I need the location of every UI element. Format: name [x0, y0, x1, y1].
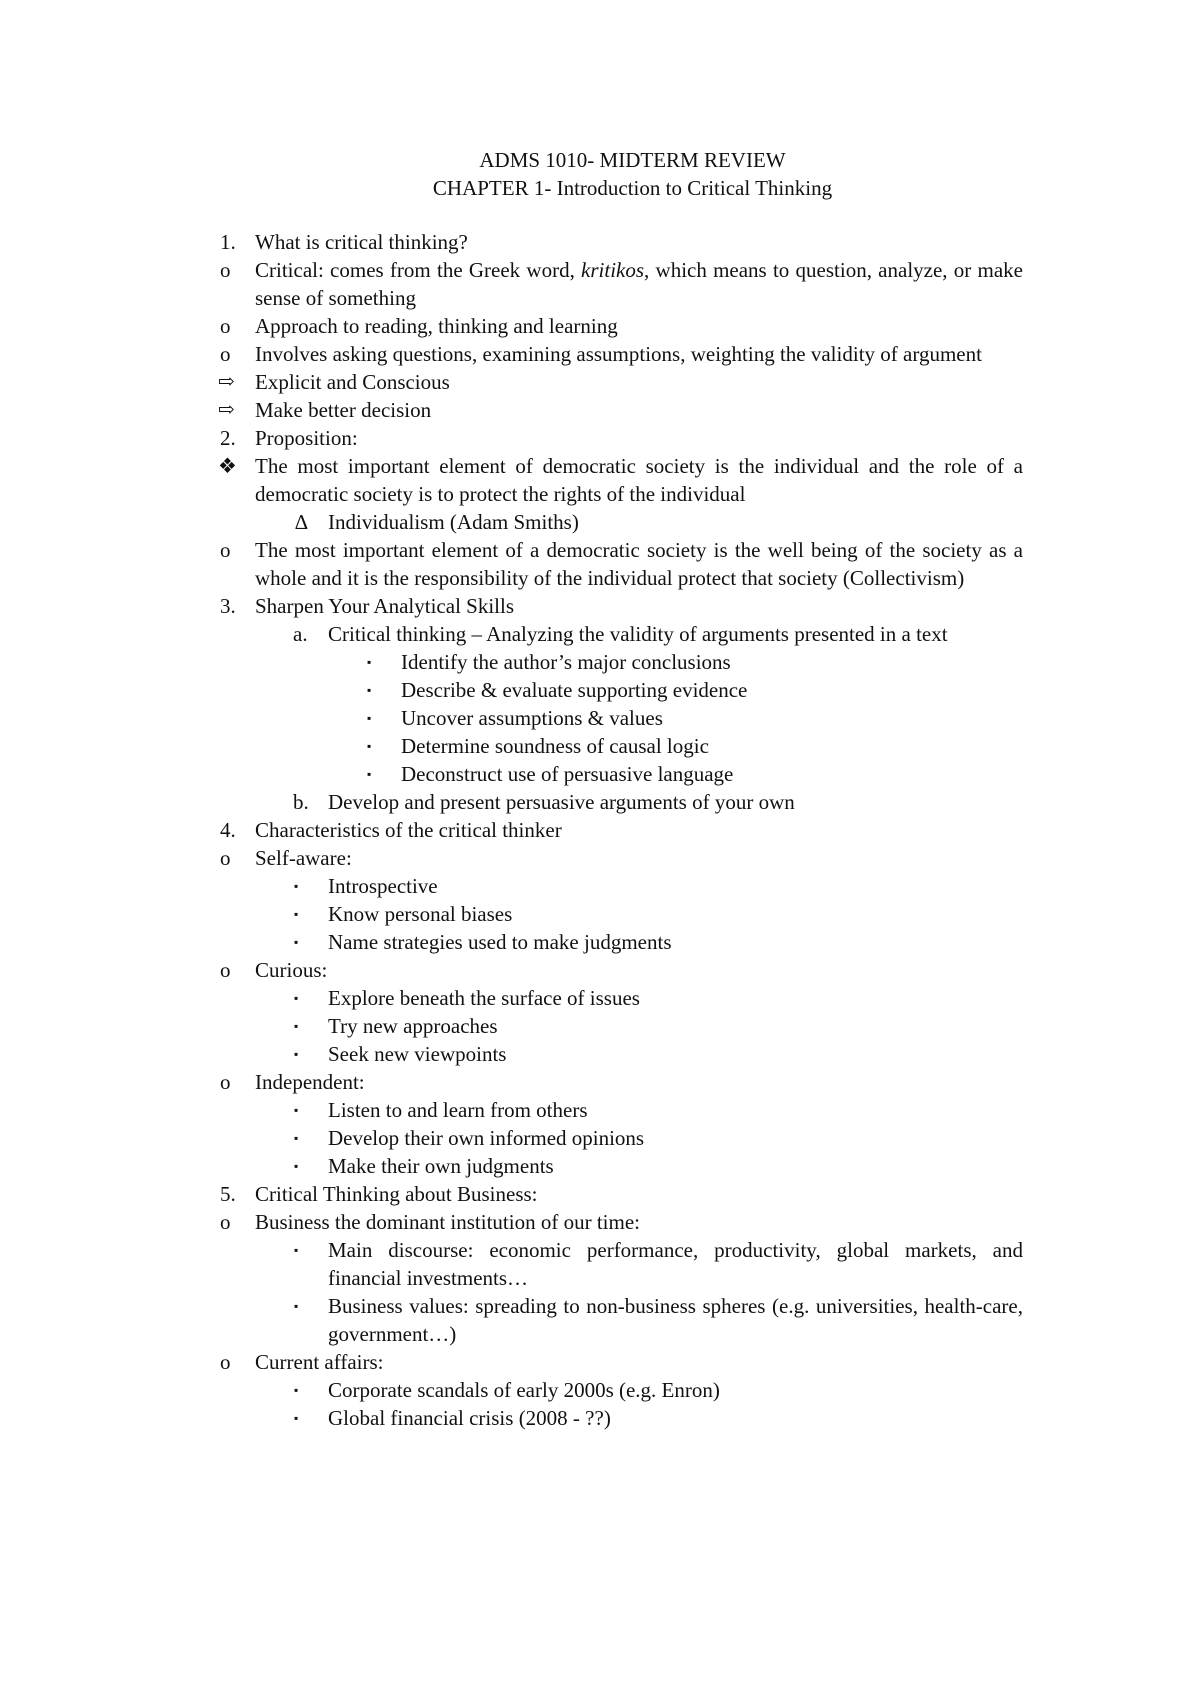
outline-item: [0, 1012, 1200, 1040]
outline-item: [0, 368, 1200, 396]
item-text: Develop and present persuasive arguments of your own: [328, 790, 795, 814]
square-bullet-icon: ▪: [367, 655, 372, 669]
square-bullet-icon: ▪: [294, 991, 299, 1005]
outline-item: [0, 732, 1200, 760]
text-part: , which means to question, analyze, or make sense of something: [255, 258, 1023, 310]
item-text: Describe & evaluate supporting evidence: [401, 678, 748, 702]
square-bullet-icon: ▪: [367, 683, 372, 697]
outline-item: [0, 1208, 1200, 1236]
item-text: Individualism (Adam Smiths): [328, 510, 579, 534]
item-text: Proposition:: [255, 426, 358, 450]
outline-item: [0, 676, 1200, 704]
number-marker: 4.: [220, 818, 236, 842]
item-text: Deconstruct use of persuasive language: [401, 762, 734, 786]
hollow-bullet-icon: o: [220, 1210, 231, 1234]
outline-item: [0, 1292, 1200, 1348]
square-bullet-icon: ▪: [367, 767, 372, 781]
square-bullet-icon: ▪: [294, 1103, 299, 1117]
hollow-bullet-icon: o: [220, 342, 231, 366]
item-text: [255, 256, 1023, 312]
outline-item: [0, 844, 1200, 872]
outline-item: [0, 928, 1200, 956]
outline-item: [0, 760, 1200, 788]
outline-item: [0, 620, 1200, 648]
item-text: Seek new viewpoints: [328, 1042, 507, 1066]
outline-item: [0, 816, 1200, 844]
item-text: The most important element of democratic society is the individual and the role of a democratic society is to protect the rights of the individual: [255, 454, 1023, 506]
outline-item: [0, 1040, 1200, 1068]
item-text: Identify the author’s major conclusions: [401, 650, 731, 674]
hollow-bullet-icon: o: [220, 958, 231, 982]
outline-item: [0, 424, 1200, 452]
square-bullet-icon: ▪: [294, 1243, 299, 1257]
arrow-bullet-icon: ⇨: [218, 371, 235, 393]
item-text: Make better decision: [255, 398, 432, 422]
outline-item: [0, 1096, 1200, 1124]
item-text: The most important element of a democratic society is the well being of the society as a whole and it is the responsibility of the individual protect that society (Collectivism): [255, 538, 1023, 590]
item-text: Main discourse: economic performance, productivity, global markets, and financial investments…: [328, 1238, 1023, 1290]
text-part: Critical: comes from the Greek word,: [255, 258, 582, 282]
outline-item: [0, 1068, 1200, 1096]
outline-item: [0, 256, 1200, 312]
item-text: Critical thinking – Analyzing the validity of arguments presented in a text: [328, 622, 948, 646]
item-text: Sharpen Your Analytical Skills: [255, 594, 515, 618]
square-bullet-icon: ▪: [294, 1019, 299, 1033]
number-marker: 5.: [220, 1182, 236, 1206]
hollow-bullet-icon: o: [220, 538, 231, 562]
italic-term: kritikos: [581, 258, 645, 282]
item-text: Name strategies used to make judgments: [328, 930, 672, 954]
item-text: Develop their own informed opinions: [328, 1126, 645, 1150]
outline-item: [0, 1152, 1200, 1180]
letter-marker: a.: [293, 622, 308, 646]
item-text: Global financial crisis (2008 - ??): [328, 1406, 611, 1430]
item-text: Involves asking questions, examining assumptions, weighting the validity of argument: [255, 342, 982, 366]
item-text: Independent:: [255, 1070, 365, 1094]
outline-item: [0, 1180, 1200, 1208]
hollow-bullet-icon: o: [220, 1350, 231, 1374]
item-text: Current affairs:: [255, 1350, 384, 1374]
outline-item: [0, 704, 1200, 732]
item-text: Explore beneath the surface of issues: [328, 986, 640, 1010]
item-text: Determine soundness of causal logic: [401, 734, 709, 758]
number-marker: 1.: [220, 230, 236, 254]
item-text: Corporate scandals of early 2000s (e.g. Enron): [328, 1378, 720, 1402]
hollow-bullet-icon: o: [220, 1070, 231, 1094]
outline-item: [0, 1348, 1200, 1376]
square-bullet-icon: ▪: [294, 1411, 299, 1425]
item-text: Business the dominant institution of our time:: [255, 1210, 640, 1234]
item-text: Business values: spreading to non-business spheres (e.g. universities, health-care, government…): [328, 1294, 1023, 1346]
outline-item: [0, 1376, 1200, 1404]
delta-bullet-icon: ∆: [295, 510, 308, 534]
square-bullet-icon: ▪: [294, 1159, 299, 1173]
hollow-bullet-icon: o: [220, 846, 231, 870]
outline-item: [0, 452, 1200, 508]
square-bullet-icon: ▪: [367, 711, 372, 725]
square-bullet-icon: ▪: [294, 879, 299, 893]
chapter-heading: CHAPTER 1- Introduction to Critical Thinking: [432, 176, 833, 200]
outline-item: [0, 788, 1200, 816]
hollow-bullet-icon: o: [220, 314, 231, 338]
document-title: ADMS 1010- MIDTERM REVIEW: [479, 148, 786, 172]
outline-item: [0, 536, 1200, 592]
item-text: Self-aware:: [255, 846, 352, 870]
square-bullet-icon: ▪: [294, 1383, 299, 1397]
item-text: Make their own judgments: [328, 1154, 554, 1178]
square-bullet-icon: ▪: [367, 739, 372, 753]
item-text: What is critical thinking?: [255, 230, 468, 254]
square-bullet-icon: ▪: [294, 1299, 299, 1313]
item-text: Critical Thinking about Business:: [255, 1182, 538, 1206]
outline-item: [0, 396, 1200, 424]
square-bullet-icon: ▪: [294, 907, 299, 921]
square-bullet-icon: ▪: [294, 1047, 299, 1061]
item-text: Listen to and learn from others: [328, 1098, 588, 1122]
item-text: Uncover assumptions & values: [401, 706, 663, 730]
outline-item: [0, 228, 1200, 256]
outline-item: [0, 1124, 1200, 1152]
outline-item: [0, 872, 1200, 900]
square-bullet-icon: ▪: [294, 1131, 299, 1145]
item-text: Try new approaches: [328, 1014, 498, 1038]
square-bullet-icon: ▪: [294, 935, 299, 949]
outline-item: [0, 508, 1200, 536]
outline-item: [0, 956, 1200, 984]
item-text: Know personal biases: [328, 902, 513, 926]
outline-item: [0, 648, 1200, 676]
item-text: Explicit and Conscious: [255, 370, 450, 394]
item-text: Curious:: [255, 958, 328, 982]
item-text: Introspective: [328, 874, 438, 898]
hollow-bullet-icon: o: [220, 258, 231, 282]
outline-item: [0, 900, 1200, 928]
outline-item: [0, 312, 1200, 340]
diamond-bullet-icon: ❖: [218, 454, 237, 478]
item-text: Approach to reading, thinking and learning: [255, 314, 618, 338]
item-text: Characteristics of the critical thinker: [255, 818, 562, 842]
outline-list: [0, 228, 1200, 1432]
letter-marker: b.: [293, 790, 309, 814]
number-marker: 3.: [220, 594, 236, 618]
outline-item: [0, 1404, 1200, 1432]
outline-item: [0, 340, 1200, 368]
outline-item: [0, 592, 1200, 620]
arrow-bullet-icon: ⇨: [218, 399, 235, 421]
outline-item: [0, 1236, 1200, 1292]
number-marker: 2.: [220, 426, 236, 450]
outline-item: [0, 984, 1200, 1012]
